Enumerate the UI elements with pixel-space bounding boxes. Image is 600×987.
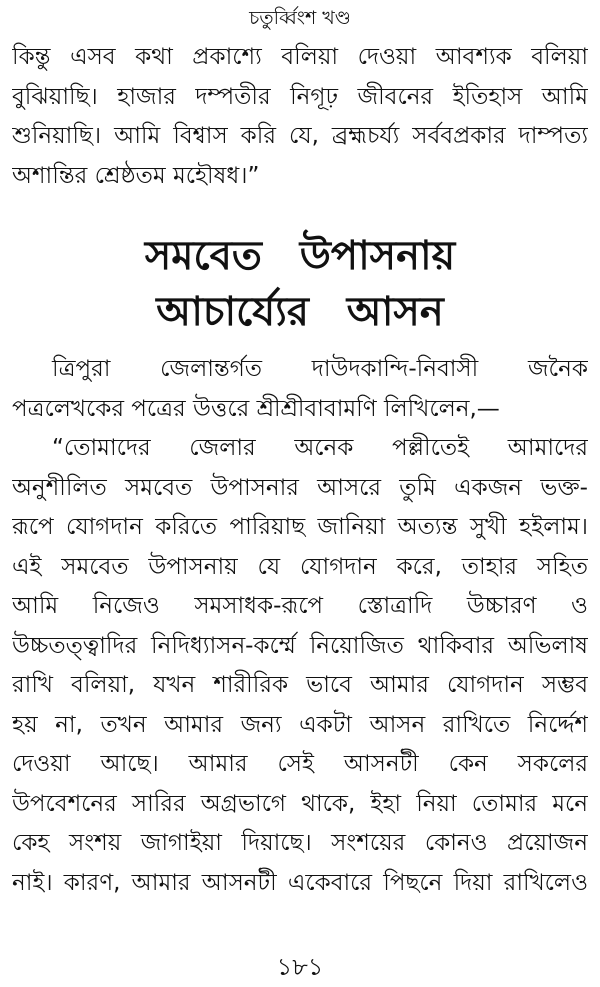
text-line: ত্রিপুরা জেলান্তর্গত দাউদকান্দি-নিবাসী জনৈক [52,356,588,382]
text-line: অশান্তির শ্রেষ্ঠতম মহৌষধ।” [12,162,260,189]
text-line: শুনিয়াছি। আমি বিশ্বাস করি যে, ব্রহ্মচর্য্য সর্ববপ্রকার দাম্পত্য [12,123,588,149]
paragraph-letter [12,429,588,903]
section-heading-line-2: আচার্য্যের আসন [156,289,444,335]
text-line: রূপে যোগদান করিতে পারিয়াছ জানিয়া অত্যন্ত সুখী হইলাম। [12,514,588,540]
text-line: হয় না, তখন আমার জন্য একটা আসন রাখিতে নির্দ্দেশ [12,711,588,738]
text-line: কেহ সংশয় জাগাইয়া দিয়াছে। সংশয়ের কোনও প্রয়োজন [12,830,588,856]
text-line: নাই। কারণ, আমার আসনটী একেবারে পিছনে দিয়া রাখিলেও [12,869,588,896]
text-line: বুঝিয়াছি। হাজার দম্পতীর নিগূঢ় জীবনের ইতিহাস আমি [12,83,588,110]
text-line: রাখি বলিয়া, যখন শারীরিক ভাবে আমার যোগদান সম্ভব [12,672,588,698]
text-line: এই সমবেত উপাসনায় যে যোগদান করে, তাহার সহিত [12,553,588,580]
page-number: ১৮১ [276,953,324,981]
text-line: অনুশীলিত সমবেত উপাসনার আসরে তুমি একজন ভক্ত- [12,474,588,501]
paragraph-intro [12,350,588,429]
text-line: পত্রলেখকের পত্রের উত্তরে শ্রীশ্রীবাবামণি লিখিলেন,— [12,395,500,422]
paragraph-quote-end [12,38,588,196]
text-line: “তোমাদের জেলার অনেক পল্লীতেই আমাদের [52,435,588,461]
running-head: চতুর্ব্বিংশ খণ্ড [249,7,351,29]
text-line: আমি নিজেও সমসাধক-রূপে স্তোত্রাদি উচ্চারণ ও [12,593,588,619]
text-line: উচ্চতত্ত্বাদির নিদিধ্যাসন-কর্ম্মে নিয়োজিত থাকিবার অভিলাষ [12,632,588,659]
text-line: উপবেশনের সারির অগ্রভাগে থাকে, ইহা নিয়া তোমার মনে [12,790,588,817]
text-line: দেওয়া আছে। আমার সেই আসনটী কেন সকলের [12,751,588,777]
text-line: কিন্তু এসব কথা প্রকাশ্যে বলিয়া দেওয়া আবশ্যক বলিয়া [12,44,588,70]
section-heading-line-1: সমবেত উপাসনায় [144,233,456,279]
